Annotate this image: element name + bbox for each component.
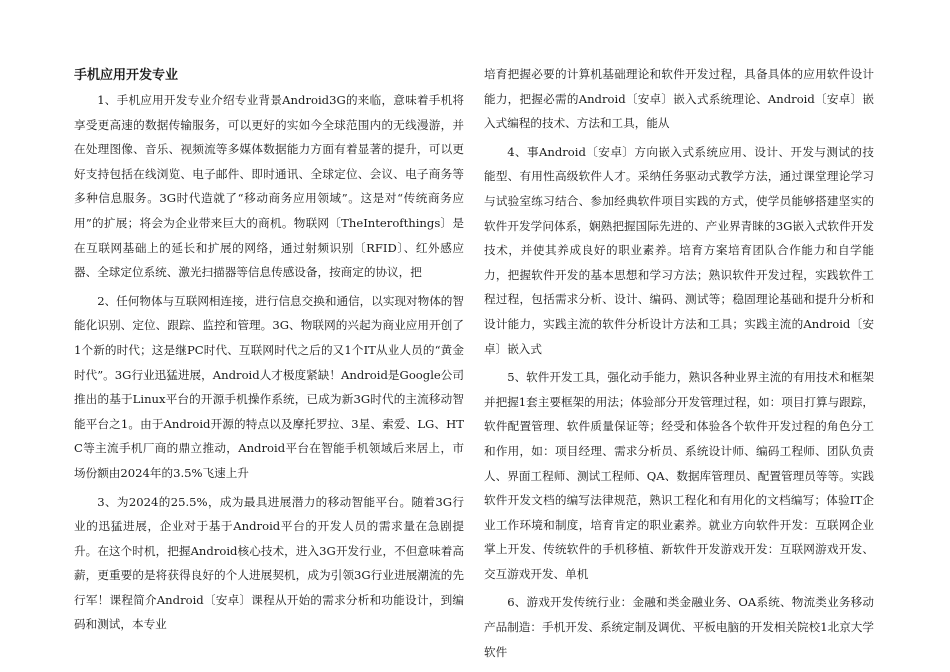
right-column: [484, 62, 874, 668]
paragraph-6: 6、游戏开发传统行业：金融和类金融业务、OA系统、物流类业务移动产品制造：手机开发、系统定制及调优、平板电脑的开发相关院校1北京大学软件: [484, 595, 874, 659]
document-title: 手机应用开发专业: [74, 68, 179, 83]
left-column: [74, 64, 464, 641]
paragraph-4: 4、事Android〔安卓〕方向嵌入式系统应用、设计、开发与测试的技能型、有用性高级软件人才。采纳任务驱动式教学方法，通过课堂理论学习与试验室练习结合、参加经典软件项目实践的方式，使学员能够搭建坚实的软件开发学问体系，娴熟把握国际先进的、产业界青睐的3G嵌入式软件开发技术，并使其养成良好的职业素养。培育方案培育团队合作能力和自学能力，把握软件开发的基本思想和学习方法；熟识软件开发过程，实践软件工程过程，包括需求分析、设计、编码、测试等；稳固理论基础和提升分析和设计能力，实践主流的软件分析设计方法和工具；实践主流的Android〔安卓〕嵌入式: [484, 144, 874, 356]
paragraph-1: 1、手机应用开发专业介绍专业背景Android3G的来临，意味着手机将享受更高速的数据传输服务，可以更好的实如今全球范围内的无线漫游，并在处理图像、音乐、视频流等多媒体数据能力方面有着显著的提升，可以更好支持包括在线浏览、电子邮件、即时通讯、全球定位、会议、电子商务等多种信息服务。3G时代造就了“移动商务应用领域”。这是对“传统商务应用”的扩展；将会为企业带来巨大的商机。物联网〔TheInterofthings〕是在互联网基础上的延长和扩展的网络，通过射频识别〔RFID〕、红外感应器、全球定位系统、激光扫描器等信息传感设备，按商定的协议，把: [74, 93, 464, 280]
paragraph-5: 5、软件开发工具，强化动手能力，熟识各种业界主流的有用技术和框架并把握1套主要框架的用法；体验部分开发管理过程，如：项目打算与跟踪，软件配置管理、软件质量保证等；经受和体验各个软件开发过程的角色分工和作用，如：项目经理、需求分析员、系统设计师、编码工程师、团队负责人、界面工程师、测试工程师、QA、数据库管理员、配置管理员等等。实践软件开发文档的编写法律规范，熟识工程化和有用化的文档编写；体验IT企业工作环境和制度，培育肯定的职业素养。就业方向软件开发：互联网企业掌上开发、传统软件的手机移植、新软件开发游戏开发：互联网游戏开发、交互游戏开发、单机: [484, 370, 874, 581]
paragraph-2: 2、任何物体与互联网相连接，进行信息交换和通信，以实现对物体的智能化识别、定位、跟踪、监控和管理。3G、物联网的兴起为商业应用开创了1个新的时代；这是继PC时代、互联网时代之后的又1个IT从业人员的“黄金时代”。3G行业迅猛进展，Android人才极度紧缺！Android是Google公司推出的基于Linux平台的开源手机操作系统，已成为新3G时代的主流移动智能平台之1。由于Android开源的特点以及摩托罗拉、3星、索爱、LG、HTC等主流手机厂商的鼎立推动，Android平台在智能手机领域后来居上，市场份额由2024年的3.5%飞速上升: [74, 293, 464, 480]
paragraph-3: 3、为2024的25.5%，成为最具进展潜力的移动智能平台。随着3G行业的迅猛进展，企业对于基于Android平台的开发人员的需求量在急剧提升。在这个时机，把握Android核心技术，进入3G开发行业，不但意味着高薪，更重要的是将获得良好的个人进展契机，成为引领3G行业进展潮流的先行军！课程简介Android〔安卓〕课程从开始的需求分析和功能设计，到编码和测试，本专业: [74, 494, 464, 632]
paragraph-3-continuation: 培育把握必要的计算机基础理论和软件开发过程，具备具体的应用软件设计能力，把握必需的Android〔安卓〕嵌入式系统理论、Android〔安卓〕嵌入式编程的技术、方法和工具，能从: [484, 67, 874, 131]
